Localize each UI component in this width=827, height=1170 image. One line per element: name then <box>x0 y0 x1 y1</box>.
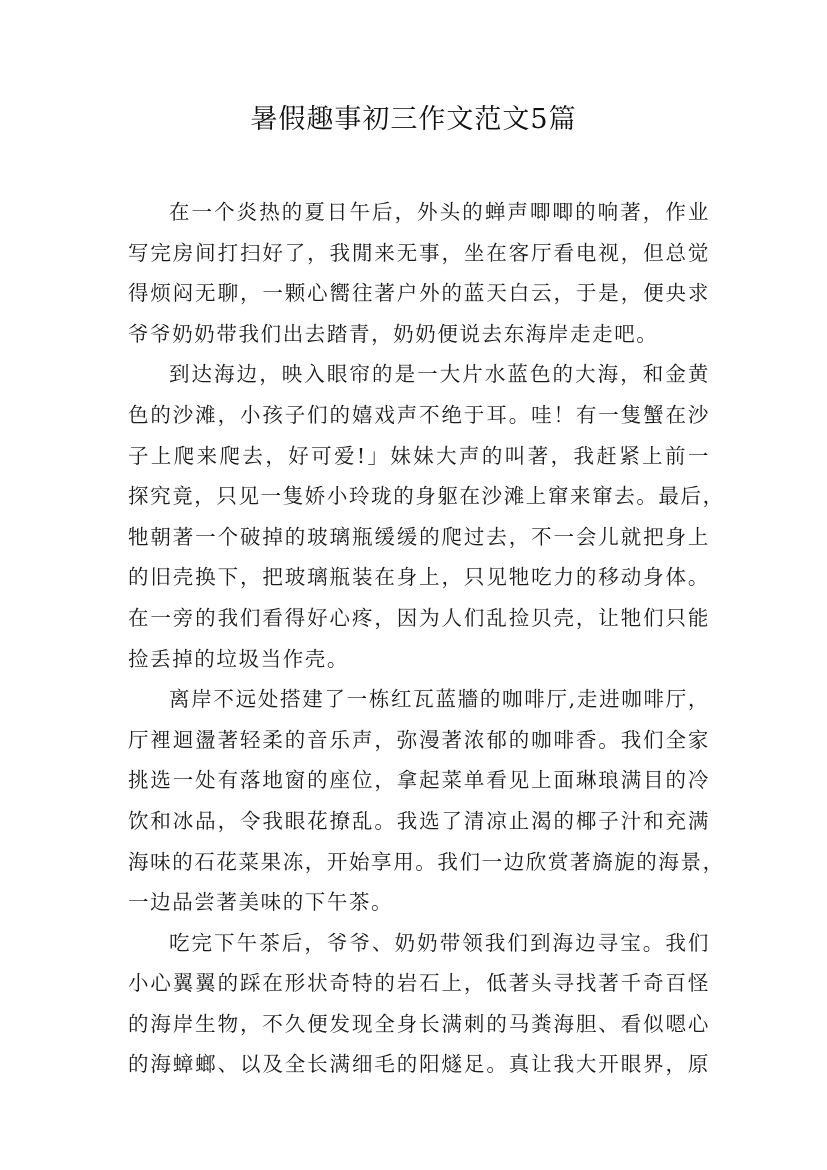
text-line: 在一个炎热的夏日午后，外头的蝉声唧唧的响著，作业 <box>169 200 710 224</box>
text-line: 写完房间打扫好了，我閒来无事，坐在客厅看电视，但总觉 <box>128 240 710 265</box>
text-line: 的旧壳换下，把玻璃瓶装在身上，只见牠吃力的移动身体。 <box>128 565 710 590</box>
text-line: 海味的石花菜果冻，开始享用。我们一边欣赏著旖旎的海景， <box>128 849 725 874</box>
text-line: 厅裡迴盪著轻柔的音乐声，弥漫著浓郁的咖啡香。我们全家 <box>128 727 710 752</box>
text-line: 一边品尝著美味的下午茶。 <box>128 890 394 915</box>
text-line: 探究竟，只见一隻娇小玲珑的身躯在沙滩上窜来窜去。最后， <box>128 484 725 509</box>
text-line: 牠朝著一个破掉的玻璃瓶缓缓的爬过去，不一会儿就把身上 <box>128 524 710 549</box>
text-line: 的海蟑螂、以及全长满细毛的阳燧足。真让我大开眼界，原 <box>128 1052 710 1077</box>
text-line: 到达海边，映入眼帘的是一大片水蓝色的大海，和金黄 <box>169 362 710 387</box>
text-line: 捡丢掉的垃圾当作壳。 <box>128 646 349 671</box>
text-line: 小心翼翼的踩在形状奇特的岩石上，低著头寻找著千奇百怪 <box>128 971 710 996</box>
page-title: 暑假趣事初三作文范文5篇 <box>250 104 577 135</box>
text-line: 挑选一处有落地窗的座位，拿起菜单看见上面琳琅满目的冷 <box>128 768 710 793</box>
text-line: 爷爷奶奶带我们出去踏青，奶奶便说去东海岸走走吧。 <box>128 321 659 346</box>
text-line: 得烦闷无聊，一颗心嚮往著户外的蓝天白云，于是，便央求 <box>128 281 710 306</box>
text-line: 饮和冰品，令我眼花撩乱。我选了清凉止渴的椰子汁和充满 <box>128 808 710 833</box>
text-line: 的海岸生物，不久便发现全身长满刺的马粪海胆、看似嗯心 <box>128 1011 710 1036</box>
text-line: 色的沙滩，小孩子们的嬉戏声不绝于耳。哇！有一隻蟹在沙 <box>128 402 710 427</box>
text-line: 离岸不远处搭建了一栋红瓦蓝牆的咖啡厅,走进咖啡厅， <box>169 687 710 712</box>
text-line: 在一旁的我们看得好心疼，因为人们乱捡贝壳，让牠们只能 <box>128 605 710 630</box>
text-line: 吃完下午茶后，爷爷、奶奶带领我们到海边寻宝。我们 <box>169 930 710 955</box>
article-body <box>128 192 725 1085</box>
text-line: 子上爬来爬去，好可爱!」妹妹大声的叫著，我赶紧上前一 <box>128 443 710 468</box>
